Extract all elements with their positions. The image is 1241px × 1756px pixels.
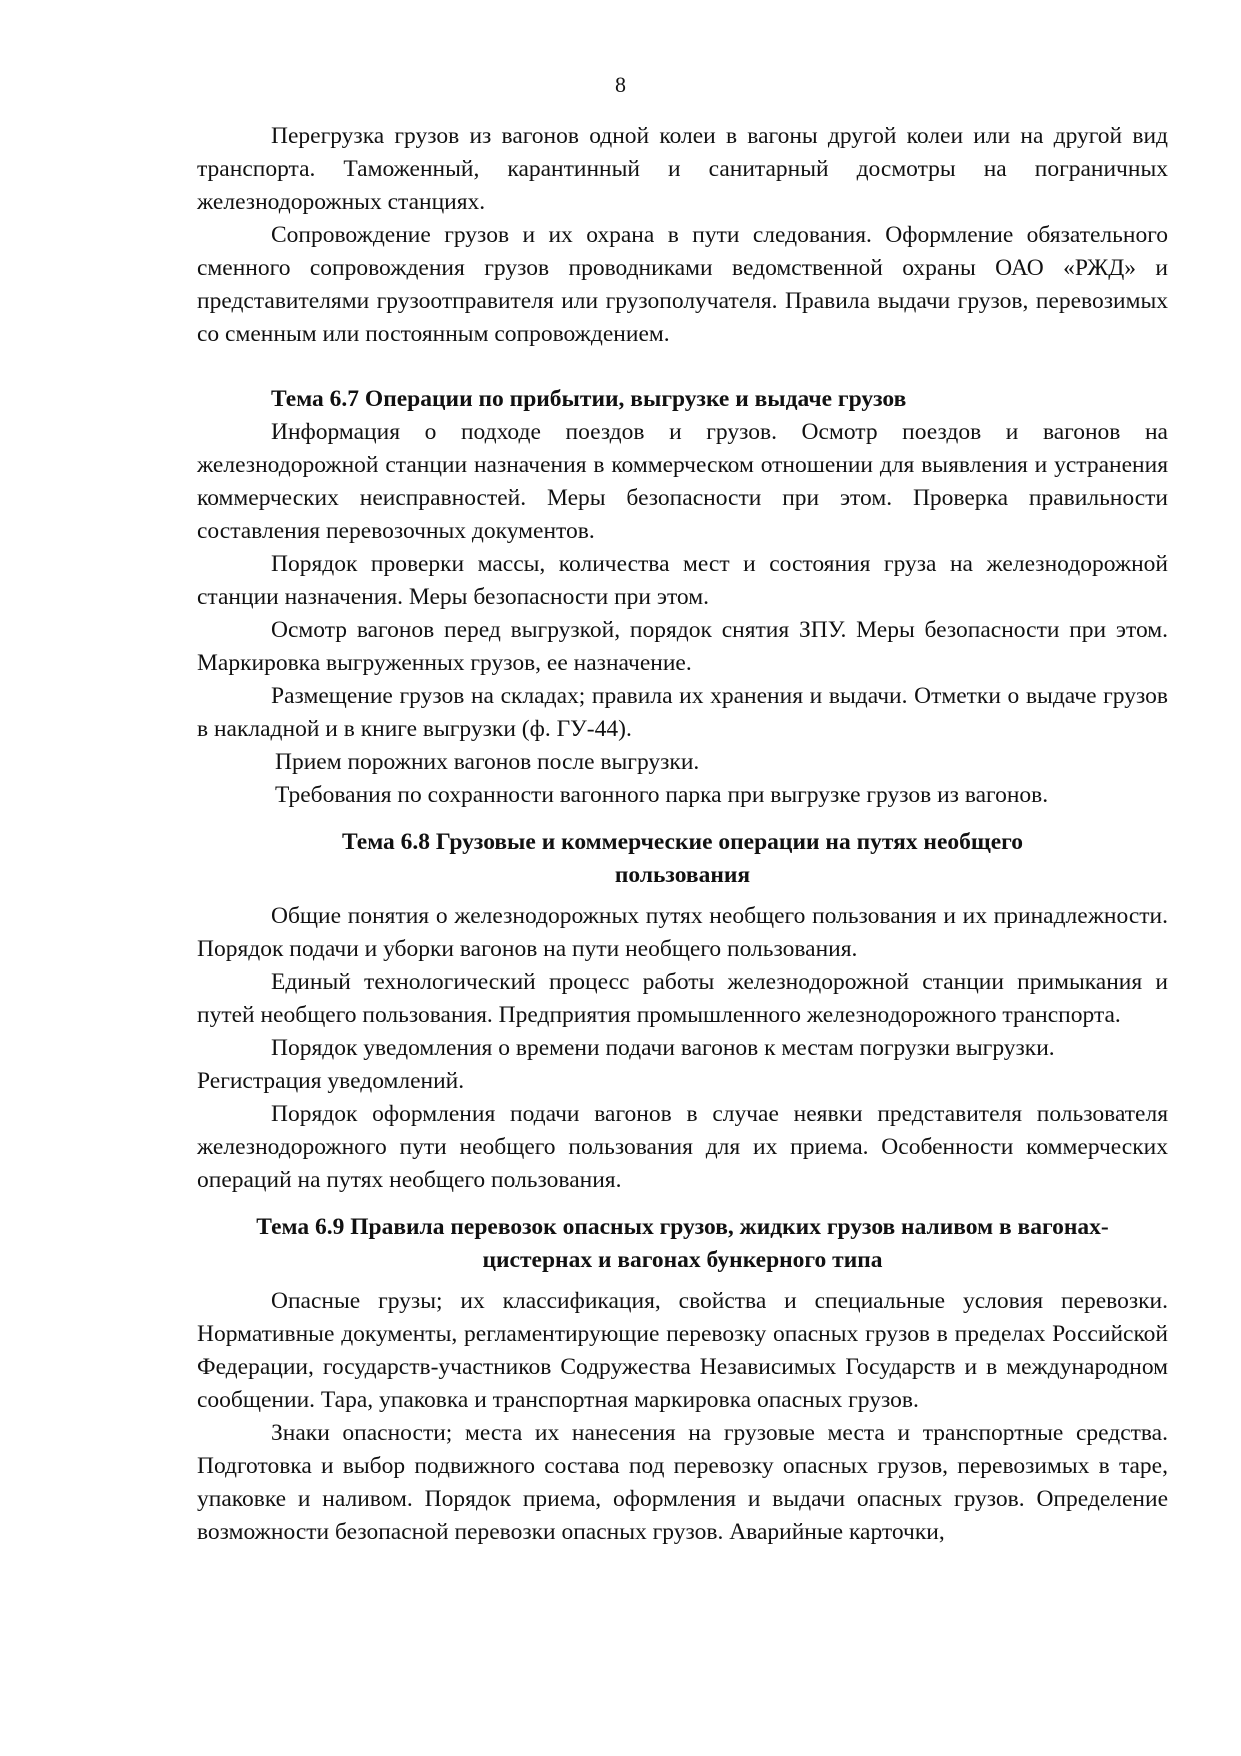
paragraph: Перегрузка грузов из вагонов одной колеи в вагоны другой колеи или на другой вид транспорта. Таможенный, карантинный и санитарный досмотры на пограничных железнодорожных станциях. [197, 123, 1168, 215]
section-intro [197, 120, 1168, 351]
paragraph: Требования по сохранности вагонного парка при выгрузке грузов из вагонов. [275, 782, 1049, 808]
paragraph: Порядок проверки массы, количества мест и состояния груза на железнодорожной станции назначения. Меры безопасности при этом. [197, 551, 1168, 610]
section-topic-6-9 [197, 1211, 1168, 1549]
section-topic-6-8 [197, 826, 1168, 1197]
paragraph: Сопровождение грузов и их охрана в пути следования. Оформление обязательного сменного сопровождения грузов проводниками ведомственной охраны ОАО «РЖД» и представителями грузоотправителя или грузополучателя. Правила выдачи грузов, перевозимых со сменным или постоянным сопровождением. [197, 222, 1168, 347]
section-heading: Тема 6.9 Правила перевозок опасных грузов, жидких грузов наливом в вагонах- [256, 1214, 1109, 1240]
section-heading-continuation: пользования [614, 862, 751, 888]
spacer [197, 1197, 1168, 1211]
paragraph: Размещение грузов на складах; правила их хранения и выдачи. Отметки о выдаче грузов в накладной и в книге выгрузки (ф. ГУ-44). [197, 683, 1168, 742]
paragraph: Прием порожних вагонов после выгрузки. [275, 749, 700, 775]
page-content [197, 120, 1168, 1549]
spacer [197, 351, 1168, 383]
section-heading-line: Тема 6.8 Грузовые и коммерческие операции на путях необщего [341, 829, 1024, 855]
paragraph: Общие понятия о железнодорожных путях необщего пользования и их принадлежности. Порядок подачи и уборки вагонов на пути необщего пользования. [197, 903, 1168, 962]
spacer [197, 812, 1168, 826]
page-number: 8 [615, 72, 626, 97]
paragraph: Осмотр вагонов перед выгрузкой, порядок снятия ЗПУ. Меры безопасности при этом. Маркировка выгруженных грузов, ее назначение. [197, 617, 1168, 676]
paragraph: Опасные грузы; их классификация, свойства и специальные условия перевозки. Нормативные документы, регламентирующие перевозку опасных грузов в пределах Российской Федерации, государств-участников Содружества Независимых Государств и в международном сообщении. Тара, упаковка и транспортная маркировка опасных грузов. [197, 1288, 1168, 1413]
paragraph: Знаки опасности; места их нанесения на грузовые места и транспортные средства. Подготовка и выбор подвижного состава под перевозку опасных грузов, перевозимых в таре, упаковке и наливом. Порядок приема, оформления и выдачи опасных грузов. Определение возможности безопасной перевозки опасных грузов. Аварийные карточки, [197, 1420, 1168, 1545]
section-heading [197, 826, 1168, 859]
spacer [197, 892, 1168, 900]
paragraph: Порядок уведомления о времени подачи вагонов к местам погрузки выгрузки. [271, 1035, 1055, 1061]
paragraph: Информация о подходе поездов и грузов. Осмотр поездов и вагонов на железнодорожной станции назначения в коммерческом отношении для выявления и устранения коммерческих неисправностей. Меры безопасности при этом. Проверка правильности составления перевозочных документов. [197, 419, 1168, 544]
paragraph: Регистрация уведомлений. [197, 1068, 465, 1094]
section-topic-6-7 [197, 383, 1168, 812]
spacer [197, 1277, 1168, 1285]
section-heading: Тема 6.7 Операции по прибытии, выгрузке и выдаче грузов [271, 386, 907, 412]
paragraph: Порядок оформления подачи вагонов в случае неявки представителя пользователя железнодорожного пути необщего пользования для их приема. Особенности коммерческих операций на путях необщего пользования. [197, 1101, 1168, 1193]
paragraph: Единый технологический процесс работы железнодорожной станции примыкания и путей необщего пользования. Предприятия промышленного железнодорожного транспорта. [197, 969, 1168, 1028]
section-heading-continuation: цистернах и вагонах бункерного типа [482, 1247, 883, 1273]
